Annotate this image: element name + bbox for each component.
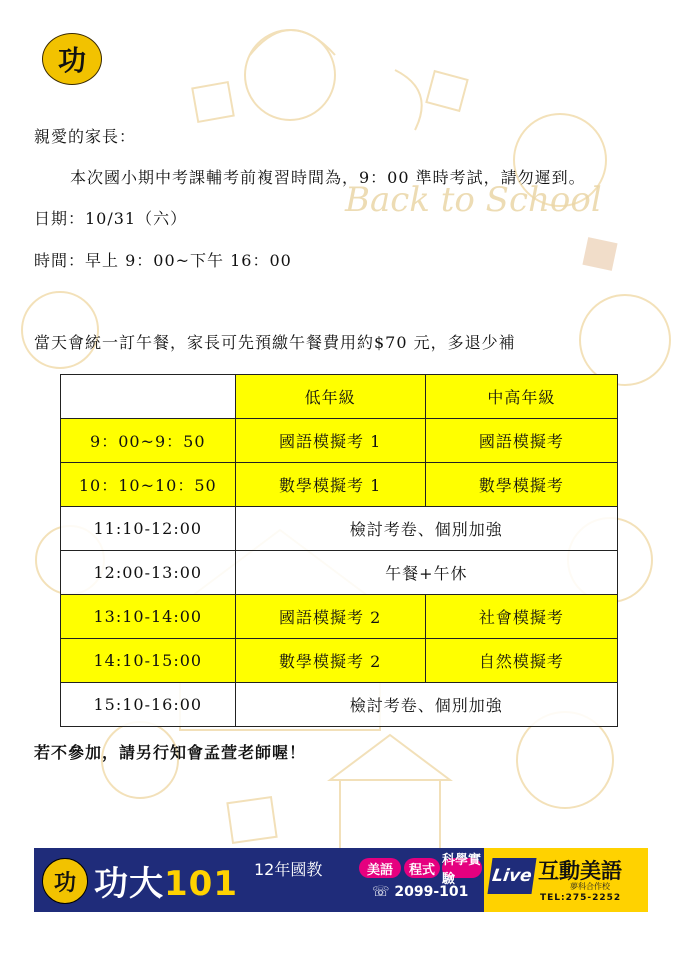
banner-right-panel — [484, 848, 648, 912]
header-upper-grade: 中高年級 — [425, 375, 617, 419]
banner-brand — [94, 856, 238, 905]
upper-grade-cell: 數學模擬考 — [425, 463, 617, 507]
time-text: 時間：早上 9：00~下午 16：00 — [34, 251, 292, 270]
time-cell: 14:10-15:00 — [61, 639, 236, 683]
notice-text: 若不參加，請另行知會孟萱老師喔！ — [34, 743, 307, 762]
time-cell: 10：10~10：50 — [61, 463, 236, 507]
time-cell: 11:10-12:00 — [61, 507, 236, 551]
upper-grade-cell: 國語模擬考 — [425, 419, 617, 463]
merged-activity-cell: 檢討考卷、個別加強 — [235, 683, 617, 727]
live-badge: Live — [487, 858, 536, 894]
phone-number: 2099-101 — [394, 884, 469, 900]
banner-logo-emblem: 功 — [42, 858, 88, 904]
banner-phone: ☏ 2099-101 — [372, 884, 469, 900]
brand-number: 101 — [164, 864, 238, 904]
background-watermark-text: Back to School — [345, 180, 602, 220]
lower-grade-cell: 數學模擬考 2 — [235, 639, 425, 683]
pill-science: 科學實驗 — [442, 853, 482, 887]
banner-left-panel — [34, 848, 484, 912]
pill-coding: 程式 — [404, 858, 440, 878]
lower-grade-cell: 國語模擬考 2 — [235, 595, 425, 639]
pill-english: 美語 — [359, 858, 401, 878]
time-cell: 15:10-16:00 — [61, 683, 236, 727]
table-row — [61, 551, 618, 595]
school-logo — [42, 33, 102, 85]
table-row — [61, 463, 618, 507]
header-lower-grade: 低年級 — [235, 375, 425, 419]
brand-text: 功大 — [94, 864, 164, 904]
right-telephone: TEL:275-2252 — [540, 893, 622, 903]
lunch-text: 當天會統一訂午餐，家長可先預繳午餐費用約$70 元，多退少補 — [34, 333, 516, 352]
intro-text: 本次國小期中考課輔考前複習時間為，9：00 準時考試，請勿遲到。 — [70, 168, 586, 187]
time-cell: 12:00-13:00 — [61, 551, 236, 595]
merged-activity-cell: 午餐+午休 — [235, 551, 617, 595]
table-header-row — [61, 375, 618, 419]
lower-grade-cell: 國語模擬考 1 — [235, 419, 425, 463]
right-title: 互動美語 — [538, 859, 622, 883]
table-row — [61, 683, 618, 727]
time-cell: 13:10-14:00 — [61, 595, 236, 639]
lower-grade-cell: 數學模擬考 1 — [235, 463, 425, 507]
table-row — [61, 639, 618, 683]
right-subtitle: 夢科合作校 — [570, 882, 610, 891]
date-text: 日期：10/31（六） — [34, 209, 188, 228]
header-corner-cell — [61, 375, 236, 419]
merged-activity-cell: 檢討考卷、個別加強 — [235, 507, 617, 551]
time-cell: 9：00~9：50 — [61, 419, 236, 463]
schedule-table — [60, 374, 618, 727]
greeting-text: 親愛的家長： — [34, 127, 137, 146]
banner-subtitle: 12年國教 — [254, 860, 323, 879]
upper-grade-cell: 社會模擬考 — [425, 595, 617, 639]
upper-grade-cell: 自然模擬考 — [425, 639, 617, 683]
table-row — [61, 419, 618, 463]
logo-emblem: 功 — [42, 33, 102, 85]
table-row — [61, 507, 618, 551]
table-row — [61, 595, 618, 639]
ad-banner — [34, 848, 648, 912]
